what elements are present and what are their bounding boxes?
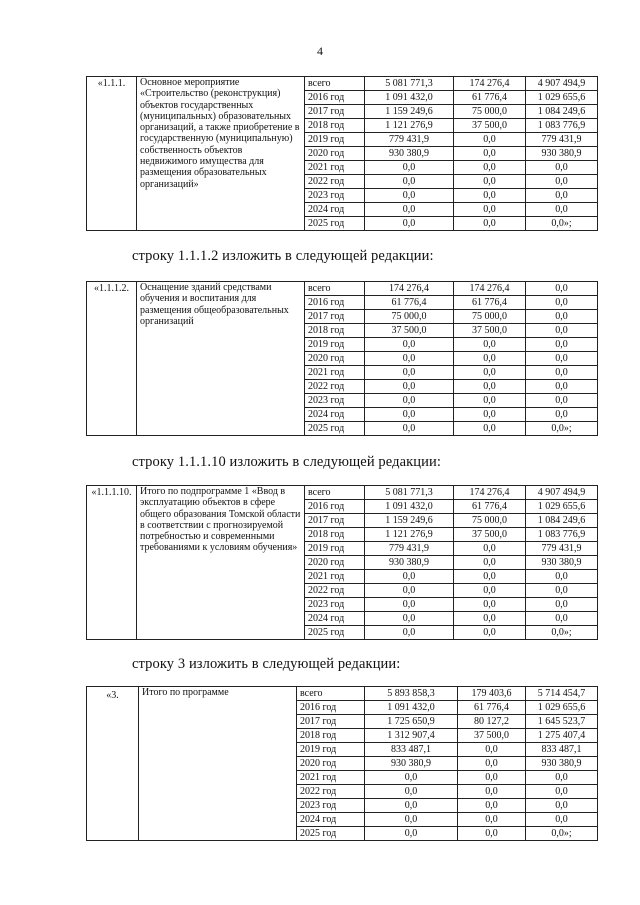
- regional-cell: 930 380,9: [526, 757, 598, 771]
- total-cell: 930 380,9: [365, 147, 454, 161]
- year-cell: 2018 год: [305, 119, 365, 133]
- total-cell: 61 776,4: [365, 296, 454, 310]
- row-code-cell: «1.1.1.: [87, 77, 137, 231]
- federal-cell: 0,0: [454, 352, 526, 366]
- federal-cell: 0,0: [454, 542, 526, 556]
- total-cell: 0,0: [365, 189, 454, 203]
- table-row-1-1-1-10: [86, 485, 598, 640]
- table-row-1-1-1: [86, 76, 598, 231]
- regional-cell: 930 380,9: [526, 556, 598, 570]
- table-body: [87, 77, 598, 231]
- total-cell: 779 431,9: [365, 542, 454, 556]
- regional-cell: 1 029 655,6: [526, 701, 598, 715]
- federal-cell: 80 127,2: [458, 715, 526, 729]
- year-cell: 2019 год: [305, 338, 365, 352]
- year-cell: 2023 год: [305, 189, 365, 203]
- year-cell: 2016 год: [297, 701, 365, 715]
- federal-cell: 0,0: [454, 394, 526, 408]
- regional-cell: 0,0»;: [526, 422, 598, 436]
- total-cell: 75 000,0: [365, 310, 454, 324]
- total-cell: 37 500,0: [365, 324, 454, 338]
- federal-cell: 0,0: [458, 799, 526, 813]
- regional-cell: 1 083 776,9: [526, 528, 598, 542]
- year-cell: всего: [297, 687, 365, 701]
- year-cell: 2017 год: [305, 310, 365, 324]
- regional-cell: 0,0»;: [526, 827, 598, 841]
- total-cell: 1 159 249,6: [365, 105, 454, 119]
- regional-cell: 0,0: [526, 771, 598, 785]
- regional-cell: 0,0: [526, 324, 598, 338]
- federal-cell: 174 276,4: [454, 282, 526, 296]
- table-body: [87, 687, 598, 841]
- total-cell: 0,0: [365, 799, 458, 813]
- regional-cell: 0,0: [526, 380, 598, 394]
- federal-cell: 0,0: [454, 626, 526, 640]
- year-cell: 2025 год: [305, 626, 365, 640]
- total-cell: 174 276,4: [365, 282, 454, 296]
- total-cell: 1 091 432,0: [365, 500, 454, 514]
- federal-cell: 0,0: [454, 161, 526, 175]
- federal-cell: 179 403,6: [458, 687, 526, 701]
- regional-cell: 0,0: [526, 570, 598, 584]
- total-cell: 0,0: [365, 338, 454, 352]
- regional-cell: 0,0: [526, 338, 598, 352]
- row-code-cell: «3.: [87, 687, 139, 841]
- total-cell: 0,0: [365, 203, 454, 217]
- table-row: [87, 486, 598, 500]
- regional-cell: 779 431,9: [526, 542, 598, 556]
- year-cell: всего: [305, 77, 365, 91]
- year-cell: 2022 год: [297, 785, 365, 799]
- regional-cell: 1 084 249,6: [526, 514, 598, 528]
- federal-cell: 0,0: [458, 771, 526, 785]
- table-body: [87, 282, 598, 436]
- federal-cell: 0,0: [458, 827, 526, 841]
- total-cell: 0,0: [365, 827, 458, 841]
- regional-cell: 0,0: [526, 296, 598, 310]
- year-cell: 2017 год: [305, 105, 365, 119]
- regional-cell: 0,0: [526, 161, 598, 175]
- regional-cell: 0,0»;: [526, 217, 598, 231]
- year-cell: 2020 год: [305, 556, 365, 570]
- total-cell: 5 081 771,3: [365, 486, 454, 500]
- year-cell: 2016 год: [305, 296, 365, 310]
- federal-cell: 37 500,0: [454, 119, 526, 133]
- regional-cell: 0,0»;: [526, 626, 598, 640]
- row-name-cell: Оснащение зданий средствами обучения и воспитания для размещения общеобразовательных организаций: [137, 282, 305, 436]
- federal-cell: 0,0: [458, 757, 526, 771]
- total-cell: 1 725 650,9: [365, 715, 458, 729]
- year-cell: 2024 год: [305, 408, 365, 422]
- regional-cell: 0,0: [526, 352, 598, 366]
- regional-cell: 0,0: [526, 366, 598, 380]
- row-code-cell: «1.1.1.10.: [87, 486, 137, 640]
- year-cell: 2017 год: [305, 514, 365, 528]
- table-row-3: [86, 686, 598, 841]
- federal-cell: 37 500,0: [458, 729, 526, 743]
- total-cell: 1 091 432,0: [365, 701, 458, 715]
- regional-cell: 833 487,1: [526, 743, 598, 757]
- caption-1-1-1-2: строку 1.1.1.2 изложить в следующей редакции:: [132, 248, 434, 264]
- row-name-cell: Основное мероприятие «Строительство (реконструкция) объектов государственных (муниципальных) образовательных организаций, а также приобретение в государственную (муниципальную) собственность объектов недвижимого имущества для размещения образовательных организаций»: [137, 77, 305, 231]
- total-cell: 0,0: [365, 217, 454, 231]
- row-code-cell: «1.1.1.2.: [87, 282, 137, 436]
- regional-cell: 1 084 249,6: [526, 105, 598, 119]
- total-cell: 5 893 858,3: [365, 687, 458, 701]
- federal-cell: 174 276,4: [454, 77, 526, 91]
- year-cell: 2017 год: [297, 715, 365, 729]
- federal-cell: 0,0: [454, 556, 526, 570]
- federal-cell: 0,0: [454, 408, 526, 422]
- federal-cell: 0,0: [454, 570, 526, 584]
- year-cell: 2021 год: [305, 570, 365, 584]
- table-row-1-1-1-2: [86, 281, 598, 436]
- regional-cell: 0,0: [526, 799, 598, 813]
- federal-cell: 37 500,0: [454, 528, 526, 542]
- regional-cell: 4 907 494,9: [526, 486, 598, 500]
- federal-cell: 0,0: [454, 584, 526, 598]
- regional-cell: 1 083 776,9: [526, 119, 598, 133]
- regional-cell: 0,0: [526, 189, 598, 203]
- year-cell: 2016 год: [305, 500, 365, 514]
- year-cell: 2021 год: [305, 366, 365, 380]
- total-cell: 833 487,1: [365, 743, 458, 757]
- year-cell: 2024 год: [305, 203, 365, 217]
- regional-cell: 5 714 454,7: [526, 687, 598, 701]
- total-cell: 0,0: [365, 380, 454, 394]
- regional-cell: 930 380,9: [526, 147, 598, 161]
- regional-cell: 0,0: [526, 408, 598, 422]
- year-cell: 2024 год: [297, 813, 365, 827]
- total-cell: 0,0: [365, 570, 454, 584]
- federal-cell: 0,0: [454, 133, 526, 147]
- total-cell: 0,0: [365, 785, 458, 799]
- federal-cell: 61 776,4: [458, 701, 526, 715]
- year-cell: 2019 год: [305, 542, 365, 556]
- federal-cell: 0,0: [454, 612, 526, 626]
- federal-cell: 75 000,0: [454, 310, 526, 324]
- federal-cell: 61 776,4: [454, 500, 526, 514]
- regional-cell: 0,0: [526, 394, 598, 408]
- regional-cell: 1 645 523,7: [526, 715, 598, 729]
- regional-cell: 0,0: [526, 813, 598, 827]
- federal-cell: 0,0: [458, 813, 526, 827]
- federal-cell: 75 000,0: [454, 105, 526, 119]
- table-row: [87, 77, 598, 91]
- regional-cell: 0,0: [526, 584, 598, 598]
- total-cell: 1 121 276,9: [365, 528, 454, 542]
- total-cell: 0,0: [365, 394, 454, 408]
- year-cell: всего: [305, 486, 365, 500]
- total-cell: 779 431,9: [365, 133, 454, 147]
- total-cell: 1 091 432,0: [365, 91, 454, 105]
- total-cell: 0,0: [365, 771, 458, 785]
- federal-cell: 0,0: [454, 366, 526, 380]
- total-cell: 0,0: [365, 612, 454, 626]
- row-name-cell: Итого по подпрограмме 1 «Ввод в эксплуатацию объектов в сфере общего образования Томской области в соответствии с прогнозируемой потребностью и современными требованиями к условиям обучения»: [137, 486, 305, 640]
- total-cell: 0,0: [365, 161, 454, 175]
- total-cell: 0,0: [365, 352, 454, 366]
- page-number: 4: [317, 44, 323, 58]
- federal-cell: 0,0: [454, 422, 526, 436]
- federal-cell: 61 776,4: [454, 296, 526, 310]
- federal-cell: 174 276,4: [454, 486, 526, 500]
- federal-cell: 37 500,0: [454, 324, 526, 338]
- federal-cell: 0,0: [454, 380, 526, 394]
- total-cell: 930 380,9: [365, 757, 458, 771]
- year-cell: 2021 год: [305, 161, 365, 175]
- regional-cell: 1 275 407,4: [526, 729, 598, 743]
- year-cell: 2023 год: [297, 799, 365, 813]
- federal-cell: 75 000,0: [454, 514, 526, 528]
- year-cell: всего: [305, 282, 365, 296]
- year-cell: 2016 год: [305, 91, 365, 105]
- total-cell: 0,0: [365, 408, 454, 422]
- year-cell: 2018 год: [305, 528, 365, 542]
- year-cell: 2023 год: [305, 598, 365, 612]
- total-cell: 0,0: [365, 366, 454, 380]
- total-cell: 1 159 249,6: [365, 514, 454, 528]
- federal-cell: 0,0: [454, 175, 526, 189]
- year-cell: 2025 год: [305, 422, 365, 436]
- regional-cell: 1 029 655,6: [526, 500, 598, 514]
- federal-cell: 0,0: [454, 189, 526, 203]
- regional-cell: 0,0: [526, 203, 598, 217]
- regional-cell: 0,0: [526, 612, 598, 626]
- year-cell: 2018 год: [297, 729, 365, 743]
- year-cell: 2019 год: [305, 133, 365, 147]
- total-cell: 0,0: [365, 813, 458, 827]
- year-cell: 2022 год: [305, 380, 365, 394]
- table-row: [87, 687, 598, 701]
- caption-1-1-1-10: строку 1.1.1.10 изложить в следующей редакции:: [132, 454, 441, 470]
- total-cell: 5 081 771,3: [365, 77, 454, 91]
- year-cell: 2020 год: [305, 147, 365, 161]
- total-cell: 930 380,9: [365, 556, 454, 570]
- regional-cell: 779 431,9: [526, 133, 598, 147]
- regional-cell: 0,0: [526, 282, 598, 296]
- year-cell: 2019 год: [297, 743, 365, 757]
- row-name-cell: Итого по программе: [139, 687, 297, 841]
- total-cell: 0,0: [365, 175, 454, 189]
- federal-cell: 0,0: [454, 338, 526, 352]
- table-row: [87, 282, 598, 296]
- federal-cell: 0,0: [458, 743, 526, 757]
- year-cell: 2020 год: [297, 757, 365, 771]
- total-cell: 0,0: [365, 626, 454, 640]
- caption-3: строку 3 изложить в следующей редакции:: [132, 656, 401, 672]
- year-cell: 2022 год: [305, 175, 365, 189]
- year-cell: 2025 год: [297, 827, 365, 841]
- regional-cell: 0,0: [526, 175, 598, 189]
- federal-cell: 0,0: [454, 147, 526, 161]
- federal-cell: 61 776,4: [454, 91, 526, 105]
- regional-cell: 4 907 494,9: [526, 77, 598, 91]
- regional-cell: 1 029 655,6: [526, 91, 598, 105]
- year-cell: 2023 год: [305, 394, 365, 408]
- federal-cell: 0,0: [454, 598, 526, 612]
- federal-cell: 0,0: [454, 203, 526, 217]
- year-cell: 2020 год: [305, 352, 365, 366]
- total-cell: 0,0: [365, 598, 454, 612]
- regional-cell: 0,0: [526, 785, 598, 799]
- year-cell: 2024 год: [305, 612, 365, 626]
- federal-cell: 0,0: [458, 785, 526, 799]
- year-cell: 2022 год: [305, 584, 365, 598]
- total-cell: 0,0: [365, 422, 454, 436]
- total-cell: 0,0: [365, 584, 454, 598]
- total-cell: 1 121 276,9: [365, 119, 454, 133]
- year-cell: 2018 год: [305, 324, 365, 338]
- federal-cell: 0,0: [454, 217, 526, 231]
- table-body: [87, 486, 598, 640]
- year-cell: 2025 год: [305, 217, 365, 231]
- total-cell: 1 312 907,4: [365, 729, 458, 743]
- regional-cell: 0,0: [526, 598, 598, 612]
- year-cell: 2021 год: [297, 771, 365, 785]
- regional-cell: 0,0: [526, 310, 598, 324]
